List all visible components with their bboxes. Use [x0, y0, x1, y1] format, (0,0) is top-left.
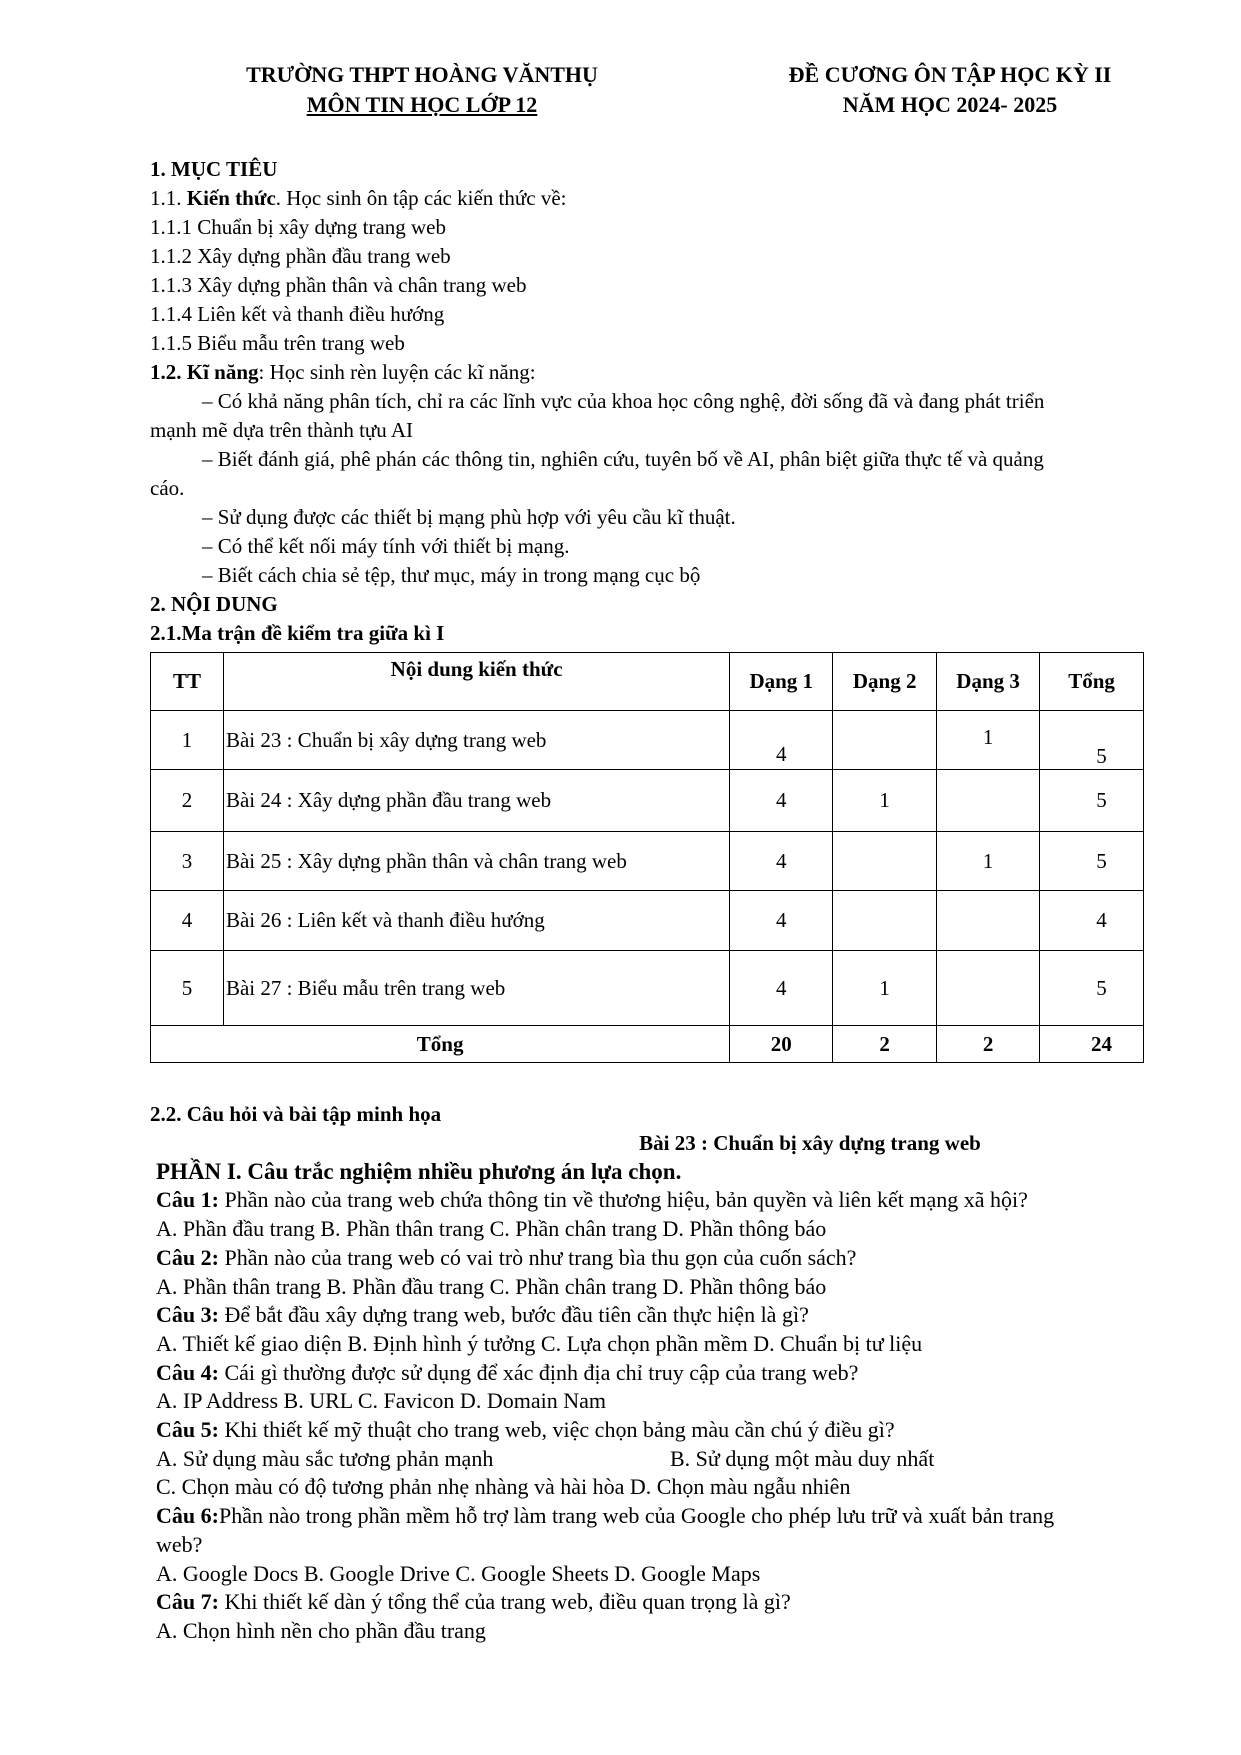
questions-block	[150, 1129, 1170, 1646]
skill-item: ‒ Biết đánh giá, phê phán các thông tin, nghiên cứu, tuyên bố về AI, phân biệt giữa thực tế và quảng	[202, 447, 1044, 471]
knowledge-item: 1.1.5 Biểu mẫu trên trang web	[150, 331, 405, 355]
question-options: C. Chọn màu có độ tương phản nhẹ nhàng và hài hòa D. Chọn màu ngẫu nhiên	[156, 1474, 851, 1500]
question-text: Khi thiết kế mỹ thuật cho trang web, việc chọn bảng màu cần chú ý điều gì?	[218, 1417, 895, 1443]
cell-type1: 4	[730, 711, 833, 770]
question-text: Khi thiết kế dàn ý tổng thể của trang web, điều quan trọng là gì?	[218, 1589, 791, 1615]
cell-content: Bài 27 : Biểu mẫu trên trang web	[223, 951, 729, 1026]
knowledge-item: 1.1.4 Liên kết và thanh điều hướng	[150, 302, 445, 326]
table-row	[151, 770, 1144, 832]
question-options: A. Google Docs B. Google Drive C. Google Sheets D. Google Maps	[156, 1560, 761, 1586]
question-label: Câu 7:	[156, 1589, 219, 1615]
cell-type3: 1	[937, 832, 1040, 891]
table-total-row	[151, 1026, 1144, 1063]
cell-total: 5	[1040, 832, 1144, 891]
skill-item-cont: mạnh mẽ dựa trên thành tựu AI	[150, 418, 414, 442]
header-content: Nội dung kiến thức	[223, 653, 729, 711]
cell-tt: 1	[151, 711, 224, 770]
part-title: PHẦN I. Câu trắc nghiệm nhiều phương án lựa chọn.	[156, 1158, 682, 1184]
skill-item: ‒ Biết cách chia sẻ tệp, thư mục, máy in trong mạng cục bộ	[202, 563, 701, 587]
question-text: Phần nào của trang web có vai trò như trang bìa thu gọn của cuốn sách?	[218, 1244, 857, 1270]
header-total: Tổng	[1040, 653, 1144, 711]
question-text: Phần nào của trang web chứa thông tin về thương hiệu, bản quyền và liên kết mạng xã hội?	[218, 1187, 1028, 1213]
question-options: A. IP Address B. URL C. Favicon D. Domain Nam	[156, 1388, 606, 1414]
total-total: 24	[1040, 1026, 1144, 1063]
question-text: Cái gì thường được sử dụng để xác định địa chỉ truy cập của trang web?	[218, 1359, 859, 1385]
question-options: A. Thiết kế giao diện B. Định hình ý tưởng C. Lựa chọn phần mềm D. Chuẩn bị tư liệu	[156, 1330, 923, 1356]
knowledge-item: 1.1.2 Xây dựng phần đầu trang web	[150, 244, 451, 268]
exam-matrix-table	[150, 652, 1144, 1063]
skill-item-cont: cáo.	[150, 476, 185, 500]
question-label: Câu 2:	[156, 1244, 219, 1270]
school-name: TRƯỜNG THPT HOÀNG VĂNTHỤ	[246, 62, 598, 87]
question-options: A. Phần thân trang B. Phần đầu trang C. Phần chân trang D. Phần thông báo	[156, 1273, 827, 1299]
total-type3: 2	[937, 1026, 1040, 1063]
illustrative-questions-heading-block	[150, 1100, 1110, 1129]
header-tt: TT	[151, 653, 224, 711]
header-type3: Dạng 3	[937, 653, 1040, 711]
illustrative-heading: 2.2. Câu hỏi và bài tập minh họa	[150, 1102, 442, 1126]
question	[150, 1301, 1170, 1330]
cell-total: 5	[1040, 951, 1144, 1026]
subject-name: MÔN TIN HỌC LỚP 12	[306, 92, 538, 117]
section-heading: 1. MỤC TIÊU	[150, 157, 278, 181]
question	[150, 1186, 1170, 1215]
question-options: A. Phần đầu trang B. Phần thân trang C. Phần chân trang D. Phần thông báo	[156, 1216, 827, 1242]
cell-total: 5	[1040, 711, 1144, 770]
school-header	[222, 60, 622, 120]
cell-type2	[833, 891, 937, 951]
question-label: Câu 3:	[156, 1302, 219, 1328]
cell-tt: 5	[151, 951, 224, 1026]
skill-item: ‒ Có khả năng phân tích, chỉ ra các lĩnh vực của khoa học công nghệ, đời sống đã và đang phát triển	[202, 389, 1045, 413]
table-header-row	[151, 653, 1144, 711]
cell-type3	[937, 951, 1040, 1026]
header-type1: Dạng 1	[730, 653, 833, 711]
skills-line	[150, 358, 1110, 387]
question-options: A. Chọn hình nền cho phần đầu trang	[156, 1617, 486, 1643]
question	[150, 1359, 1170, 1388]
cell-type2: 1	[833, 951, 937, 1026]
cell-type1: 4	[730, 891, 833, 951]
school-year: NĂM HỌC 2024- 2025	[842, 92, 1058, 117]
table-row	[151, 891, 1144, 951]
document-header	[740, 60, 1160, 120]
question	[150, 1244, 1170, 1273]
cell-total: 4	[1040, 891, 1144, 951]
question	[150, 1416, 1170, 1445]
question-label: Câu 6:	[156, 1503, 219, 1529]
cell-type3	[937, 770, 1040, 832]
cell-type1: 4	[730, 832, 833, 891]
cell-type2: 1	[833, 770, 937, 832]
matrix-heading: 2.1.Ma trận đề kiểm tra giữa kì I	[150, 621, 445, 645]
cell-total: 5	[1040, 770, 1144, 832]
cell-type2	[833, 832, 937, 891]
total-label: Tổng	[151, 1026, 730, 1063]
skills-label: 1.2. Kĩ năng	[150, 360, 259, 384]
table-row	[151, 711, 1144, 770]
knowledge-item: 1.1.3 Xây dựng phần thân và chân trang web	[150, 273, 527, 297]
cell-tt: 3	[151, 832, 224, 891]
cell-content: Bài 25 : Xây dựng phần thân và chân trang web	[223, 832, 729, 891]
cell-content: Bài 23 : Chuẩn bị xây dựng trang web	[223, 711, 729, 770]
question	[150, 1588, 1170, 1617]
question-text: Phần nào trong phần mềm hỗ trợ làm trang web của Google cho phép lưu trữ và xuất bản trang	[218, 1503, 1055, 1529]
table-row	[151, 951, 1144, 1026]
lesson-title: Bài 23 : Chuẩn bị xây dựng trang web	[639, 1131, 981, 1155]
document-title: ĐỀ CƯƠNG ÔN TẬP HỌC KỲ II	[788, 62, 1112, 87]
option-a: A. Sử dụng màu sắc tương phản mạnh	[156, 1445, 494, 1471]
cell-type3	[937, 891, 1040, 951]
knowledge-line	[150, 184, 1110, 213]
question-label: Câu 1:	[156, 1187, 219, 1213]
knowledge-item: 1.1.1 Chuẩn bị xây dựng trang web	[150, 215, 446, 239]
header-type2: Dạng 2	[833, 653, 937, 711]
total-type1: 20	[730, 1026, 833, 1063]
cell-type1: 4	[730, 951, 833, 1026]
cell-type2	[833, 711, 937, 770]
question-text: Để bắt đầu xây dựng trang web, bước đầu tiên cần thực hiện là gì?	[218, 1302, 809, 1328]
skills-text: : Học sinh rèn luyện các kĩ năng:	[258, 360, 536, 384]
section-heading: 2. NỘI DUNG	[150, 592, 278, 616]
skill-item: ‒ Có thể kết nối máy tính với thiết bị mạng.	[202, 534, 570, 558]
section-objectives	[150, 155, 1110, 648]
knowledge-prefix: 1.1.	[150, 186, 187, 210]
question-label: Câu 4:	[156, 1359, 219, 1385]
question	[150, 1502, 1170, 1531]
question-text-cont: web?	[156, 1531, 203, 1557]
total-type2: 2	[833, 1026, 937, 1063]
cell-type3: 1	[937, 711, 1040, 770]
cell-tt: 2	[151, 770, 224, 832]
question-label: Câu 5:	[156, 1417, 219, 1443]
skill-item: ‒ Sử dụng được các thiết bị mạng phù hợp với yêu cầu kĩ thuật.	[202, 505, 736, 529]
cell-tt: 4	[151, 891, 224, 951]
option-b: B. Sử dụng một màu duy nhất	[670, 1445, 935, 1471]
cell-content: Bài 24 : Xây dựng phần đầu trang web	[223, 770, 729, 832]
cell-type1: 4	[730, 770, 833, 832]
knowledge-text: . Học sinh ôn tập các kiến thức về:	[275, 186, 567, 210]
cell-content: Bài 26 : Liên kết và thanh điều hướng	[223, 891, 729, 951]
knowledge-label: Kiến thức	[186, 186, 276, 210]
table-row	[151, 832, 1144, 891]
question-options	[150, 1445, 1170, 1474]
